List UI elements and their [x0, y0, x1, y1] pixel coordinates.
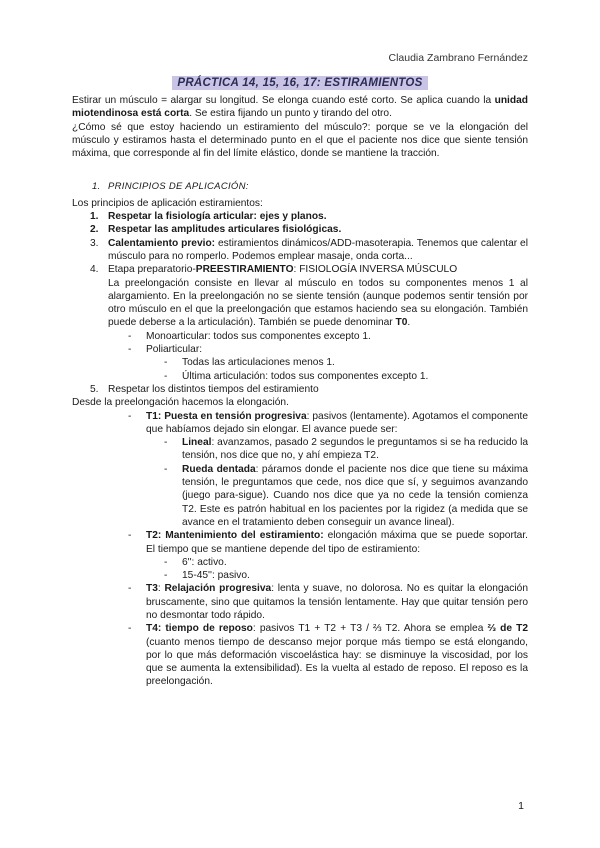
principle-item-2: 2. Respetar las amplitudes articulares fisiológicas. — [90, 224, 342, 236]
page-number: 1 — [518, 800, 524, 812]
t2-item: - T2: Mantenimiento del estiramiento: elongación máxima que se puede soportar. El tiempo que se mantiene depende del tipo de estiramiento: — [128, 530, 529, 555]
poliarticular-sub-b: - Última articulación: todos sus componentes excepto 1. — [164, 370, 429, 382]
intro-paragraph-2: ¿Cómo sé que estoy haciendo un estiramiento del músculo?: porque se ve la elongación del músculo y estiramos hasta el determinado punto en el que el paciente nos dice que siente tensión máxima, que corresponde al fin del límite elástico, donde se mantiene la tracción. — [72, 121, 528, 160]
t1-rueda-dentada: - Rueda dentada: páramos donde el paciente nos dice que tiene su máxima tensión, le preguntamos que cede, nos dice que sí, y seguimos avanzando (juego para-sigue). Cuando nos dice que ya no cede la tensión comienza T2. Este es patrón habitual en los pacientes por la rigidez (a medida que se avance en el tratamiento deben conseguir un avance lineal). — [164, 463, 529, 528]
elongation-intro: Desde la preelongación hacemos la elongación. — [72, 397, 289, 409]
monoarticular-item: - Monoarticular: todos sus componentes excepto 1. — [128, 330, 371, 342]
t1-item: - T1: Puesta en tensión progresiva: pasivos (lentamente). Agotamos el componente que habíamos dejado sin elongar. El avance puede ser: — [128, 410, 528, 435]
t2-pasivo: - 15-45'': pasivo. — [164, 570, 250, 582]
title-wrap — [0, 73, 600, 91]
document-body — [72, 94, 528, 689]
t2-activo: - 6'': activo. — [164, 556, 227, 568]
section-heading: 1. PRINCIPIOS DE APLICACIÓN: — [92, 181, 249, 193]
t4-item: - T4: tiempo de reposo: pasivos T1 + T2 + T3 / ⅔ T2. Ahora se emplea ⅔ de T2 (cuanto menos tiempo de descanso mejor porque más tiempo se está elongando, por lo que más deformación viscoelástica hay: se disminuye la viscosidad, por los que se aumenta la extensibilidad). Es la vuelta al estado de reposo. El reposo es la preelongación. — [128, 623, 528, 688]
author-name: Claudia Zambrano Fernández — [388, 52, 528, 64]
principle-item-3: 3. Calentamiento previo: estiramientos dinámicos/ADD-masoterapia. Tenemos que calentar el músculo para no romperlo. Podemos emplear masaje, onda corta... — [90, 237, 528, 262]
page-title: PRÁCTICA 14, 15, 16, 17: ESTIRAMIENTOS — [172, 76, 427, 90]
principle-item-1: 1. Respetar la fisiología articular: ejes y planos. — [90, 211, 327, 223]
preelongation-paragraph: La preelongación consiste en llevar al músculo en todos su componentes menos 1 al alargamiento. En la preelongación no se siente tensión (aunque podemos sentir tensión por otro músculo en el que la preelongación que estamos haciendo sea su elongación. También puede deberse a la articulación). También se puede denominar T0. — [108, 277, 528, 329]
poliarticular-sub-a: - Todas las articulaciones menos 1. — [164, 357, 335, 369]
principles-intro: Los principios de aplicación estiramientos: — [72, 197, 263, 209]
principle-item-5: 5. Respetar los distintos tiempos del estiramiento — [90, 383, 319, 395]
t3-item: - T3: Relajación progresiva: lenta y suave, no dolorosa. No es quitar la elongación bruscamente, sino que quitamos la tensión lentamente. Hay que quitar tensión pero no desmontar todo rápido. — [128, 583, 528, 621]
intro-paragraph-1: Estirar un músculo = alargar su longitud. Se elonga cuando esté corto. Se aplica cuando la unidad miotendinosa está corta. Se estira fijando un punto y tirando del otro. — [72, 95, 528, 120]
t1-lineal: - Lineal: avanzamos, pasado 2 segundos le preguntamos si se ha reducido la tensión, nos dice que no, y ahí empieza T2. — [164, 437, 528, 462]
poliarticular-item: - Poliarticular: — [128, 344, 203, 356]
principle-item-4: 4. Etapa preparatorio-PREESTIRAMIENTO: FISIOLOGÍA INVERSA MÚSCULO — [90, 264, 458, 276]
